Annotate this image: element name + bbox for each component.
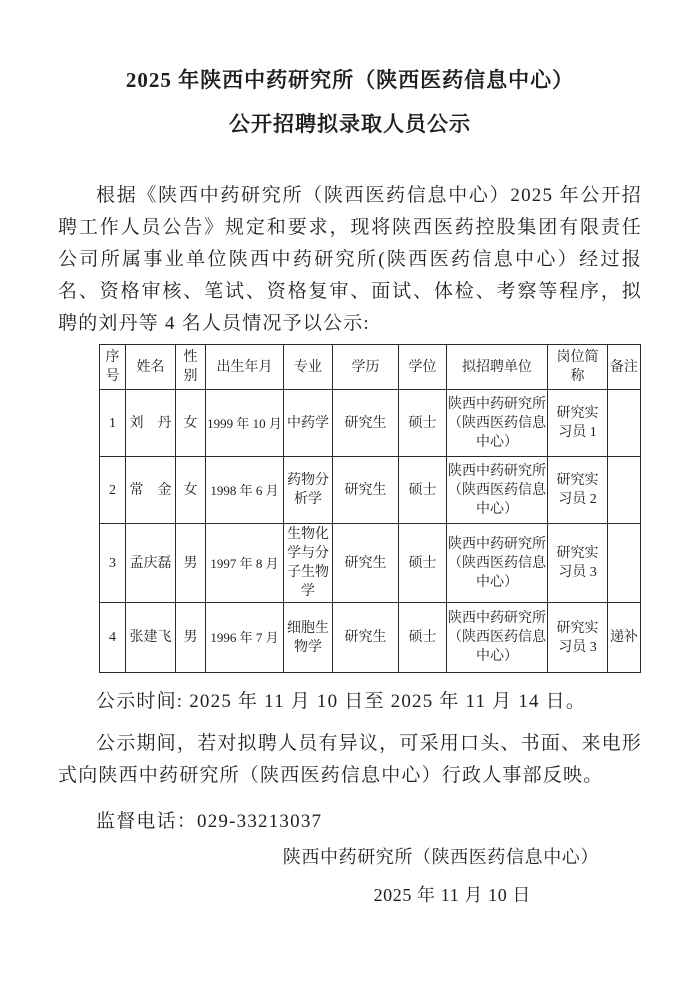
table-header-cell: 学历 — [333, 345, 399, 390]
intro-paragraph: 根据《陕西中药研究所（陕西医药信息中心）2025 年公开招聘工作人员公告》规定和要求，现将陕西医药控股集团有限责任公司所属事业单位陕西中药研究所(陕西医药信息中心）经过报名、资格审核、笔试、资格复审、面试、体检、考察等程序，拟聘的刘丹等 4 名人员情况予以公示: — [58, 185, 642, 334]
table-cell: 张建飞 — [126, 603, 176, 673]
table-header-cell: 姓名 — [126, 345, 176, 390]
table-cell: 药物分析学 — [284, 457, 333, 524]
table-header-cell: 性别 — [176, 345, 206, 390]
table-row — [100, 524, 641, 603]
table-cell: 2 — [100, 457, 126, 524]
table-cell: 陕西中药研究所（陕西医药信息中心） — [447, 457, 548, 524]
table-cell: 陕西中药研究所（陕西医药信息中心） — [447, 524, 548, 603]
table-header-cell: 序号 — [100, 345, 126, 390]
table-cell: 1999 年 10 月 — [206, 390, 284, 457]
table-cell: 1996 年 7 月 — [206, 603, 284, 673]
table-cell: 研究生 — [333, 524, 399, 603]
table-cell: 硕士 — [399, 603, 447, 673]
publicity-period: 公示时间: 2025 年 11 月 10 日至 2025 年 11 月 14 日。 — [96, 691, 587, 712]
table-cell: 生物化学与分子生物学 — [284, 524, 333, 603]
table-header-cell: 出生年月 — [206, 345, 284, 390]
table-header-cell: 岗位简称 — [548, 345, 608, 390]
table-row — [100, 603, 641, 673]
table-cell: 研究生 — [333, 603, 399, 673]
table-body — [100, 390, 641, 673]
document-title — [58, 0, 642, 146]
table-cell: 硕士 — [399, 390, 447, 457]
table-cell: 1 — [100, 390, 126, 457]
table-cell: 男 — [176, 524, 206, 603]
signature-block — [58, 842, 642, 910]
table-cell: 男 — [176, 603, 206, 673]
table-cell: 研究生 — [333, 390, 399, 457]
signature-date: 2025 年 11 月 10 日 — [373, 885, 531, 905]
table-header-cell: 专业 — [284, 345, 333, 390]
table-cell — [608, 524, 641, 603]
table-cell: 陕西中药研究所（陕西医药信息中心） — [447, 390, 548, 457]
table-cell: 陕西中药研究所（陕西医药信息中心） — [447, 603, 548, 673]
table-cell: 研究实习员 3 — [548, 603, 608, 673]
table-header — [100, 345, 641, 390]
table-cell: 研究实习员 3 — [548, 524, 608, 603]
table-cell: 研究生 — [333, 457, 399, 524]
document-title-line2: 公开招聘拟录取人员公示 — [229, 112, 471, 136]
table-cell: 1997 年 8 月 — [206, 524, 284, 603]
table-cell: 细胞生物学 — [284, 603, 333, 673]
table-header-cell: 拟招聘单位 — [447, 345, 548, 390]
table-cell: 1998 年 6 月 — [206, 457, 284, 524]
table-cell: 常 金 — [126, 457, 176, 524]
table-cell: 3 — [100, 524, 126, 603]
table-cell — [608, 457, 641, 524]
table-header-cell: 备注 — [608, 345, 641, 390]
table-row — [100, 390, 641, 457]
table-cell — [608, 390, 641, 457]
objection-notice: 公示期间，若对拟聘人员有异议，可采用口头、书面、来电形式向陕西中药研究所（陕西医药信息中心）行政人事部反映。 — [58, 733, 642, 786]
table-header-cell: 学位 — [399, 345, 447, 390]
document-title-line1: 2025 年陕西中药研究所（陕西医药信息中心） — [125, 68, 575, 92]
table-cell: 研究实习员 1 — [548, 390, 608, 457]
table-cell: 递补 — [608, 603, 641, 673]
table-cell: 孟庆磊 — [126, 524, 176, 603]
table-cell: 女 — [176, 457, 206, 524]
table-cell: 硕士 — [399, 524, 447, 603]
table-header-row — [100, 345, 641, 390]
table-cell: 中药学 — [284, 390, 333, 457]
table-cell: 女 — [176, 390, 206, 457]
table-row — [100, 457, 641, 524]
table-cell: 研究实习员 2 — [548, 457, 608, 524]
candidates-table — [99, 344, 641, 673]
table-cell: 硕士 — [399, 457, 447, 524]
table-cell: 4 — [100, 603, 126, 673]
supervision-phone: 监督电话：029-33213037 — [96, 811, 323, 832]
signature-organization: 陕西中药研究所（陕西医药信息中心） — [282, 847, 599, 867]
table-cell: 刘 丹 — [126, 390, 176, 457]
